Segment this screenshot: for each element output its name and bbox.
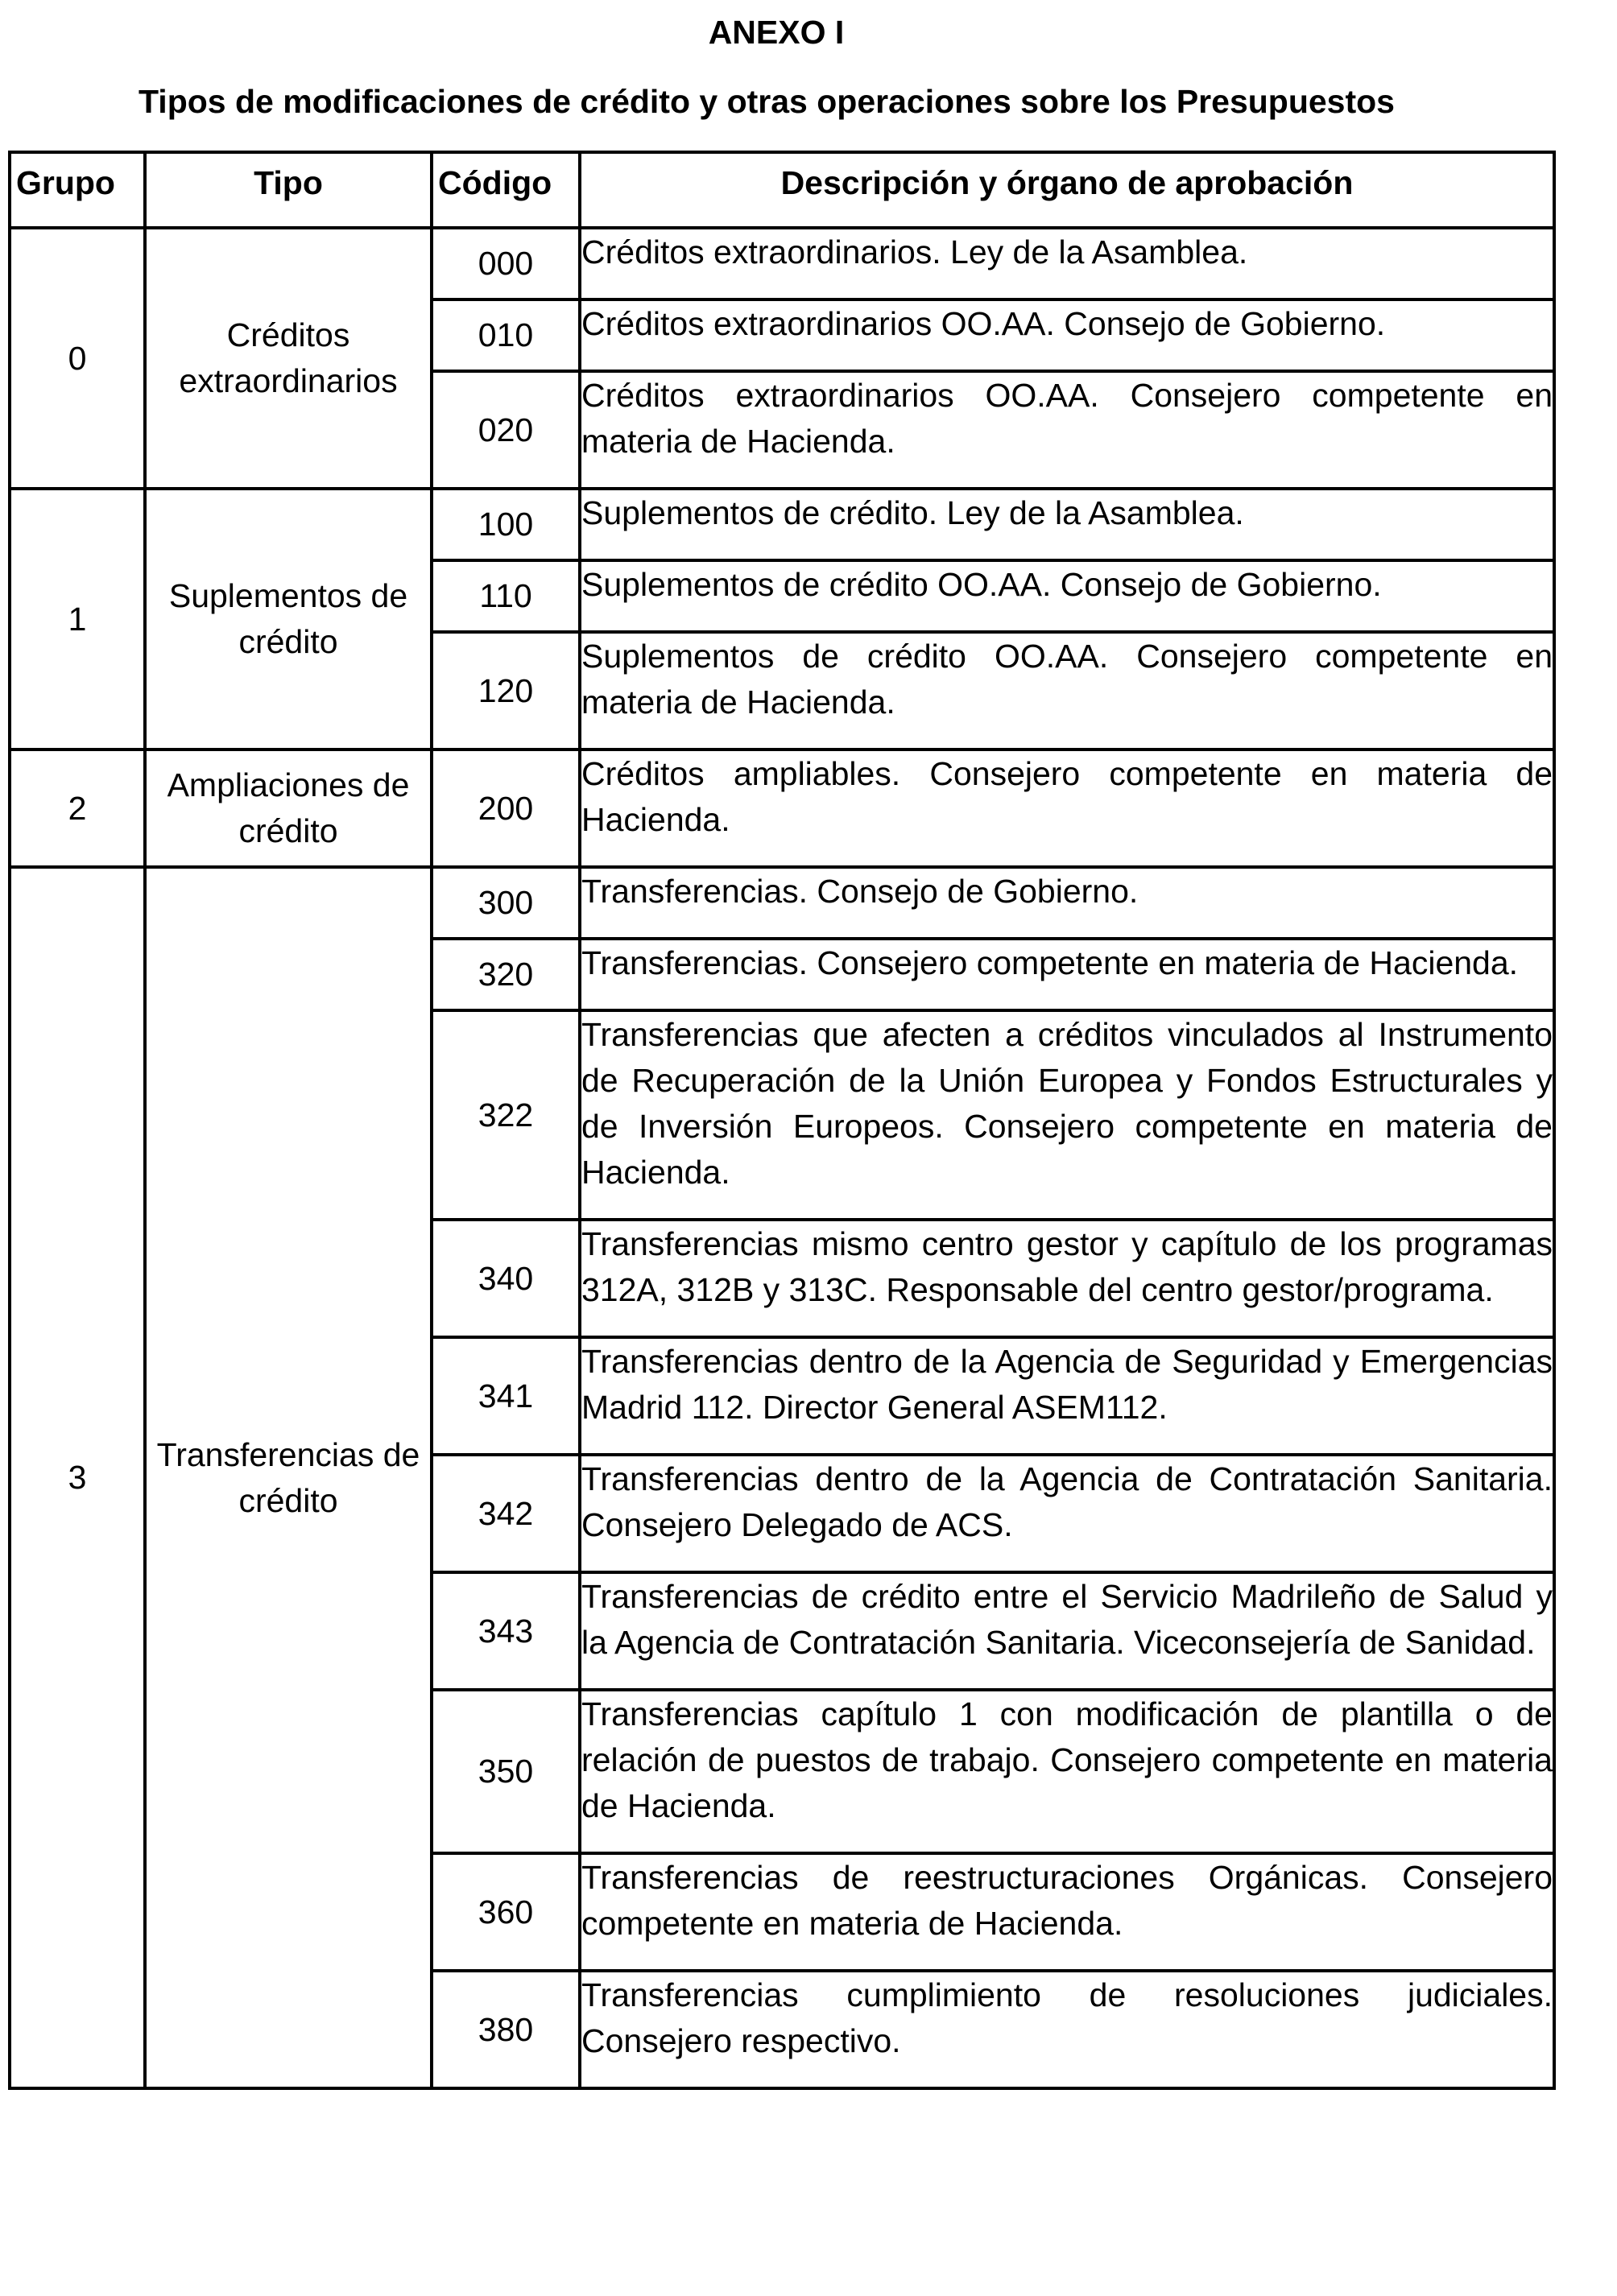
descripcion-cell: Créditos ampliables. Consejero competente en materia de Hacienda. (580, 750, 1554, 867)
tipo-cell: Ampliaciones de crédito (145, 750, 432, 867)
table-row (10, 489, 1554, 560)
codigo-cell: 342 (432, 1455, 580, 1572)
codigo-cell: 340 (432, 1220, 580, 1337)
descripcion-cell: Transferencias. Consejero competente en materia de Hacienda. (580, 939, 1554, 1010)
descripcion-cell: Transferencias de crédito entre el Servicio Madrileño de Salud y la Agencia de Contratación Sanitaria. Viceconsejería de Sanidad. (580, 1572, 1554, 1690)
modifications-table (8, 151, 1556, 2090)
codigo-cell: 343 (432, 1572, 580, 1690)
grupo-cell: 0 (10, 228, 145, 489)
codigo-cell: 341 (432, 1337, 580, 1455)
codigo-cell: 360 (432, 1853, 580, 1971)
codigo-cell: 300 (432, 867, 580, 939)
header-grupo: Grupo (10, 152, 145, 228)
codigo-cell: 000 (432, 228, 580, 299)
codigo-cell: 380 (432, 1971, 580, 2088)
codigo-cell: 100 (432, 489, 580, 560)
codigo-cell: 120 (432, 632, 580, 750)
codigo-cell: 110 (432, 560, 580, 632)
descripcion-cell: Transferencias dentro de la Agencia de Seguridad y Emergencias Madrid 112. Director General ASEM112. (580, 1337, 1554, 1455)
document-title: Tipos de modificaciones de crédito y otras operaciones sobre los Presupuestos (139, 83, 1395, 120)
codigo-cell: 010 (432, 299, 580, 371)
descripcion-cell: Suplementos de crédito. Ley de la Asamblea. (580, 489, 1554, 560)
codigo-cell: 020 (432, 371, 580, 489)
descripcion-cell: Suplementos de crédito OO.AA. Consejero competente en materia de Hacienda. (580, 632, 1554, 750)
header-descripcion: Descripción y órgano de aprobación (580, 152, 1554, 228)
tipo-cell: Créditos extraordinarios (145, 228, 432, 489)
descripcion-cell: Créditos extraordinarios OO.AA. Consejo de Gobierno. (580, 299, 1554, 371)
descripcion-cell: Transferencias mismo centro gestor y capítulo de los programas 312A, 312B y 313C. Responsable del centro gestor/programa. (580, 1220, 1554, 1337)
tipo-cell: Suplementos de crédito (145, 489, 432, 750)
table-row (10, 750, 1554, 867)
grupo-cell: 3 (10, 867, 145, 2088)
descripcion-cell: Créditos extraordinarios. Ley de la Asamblea. (580, 228, 1554, 299)
table-row (10, 867, 1554, 939)
descripcion-cell: Transferencias dentro de la Agencia de Contratación Sanitaria. Consejero Delegado de ACS. (580, 1455, 1554, 1572)
descripcion-cell: Créditos extraordinarios OO.AA. Consejero competente en materia de Hacienda. (580, 371, 1554, 489)
tipo-cell: Transferencias de crédito (145, 867, 432, 2088)
descripcion-cell: Transferencias que afecten a créditos vinculados al Instrumento de Recuperación de la Unión Europea y Fondos Estructurales y de Inversión Europeos. Consejero competente en materia de Hacienda. (580, 1010, 1554, 1220)
descripcion-cell: Transferencias capítulo 1 con modificación de plantilla o de relación de puestos de trabajo. Consejero competente en materia de Hacienda. (580, 1690, 1554, 1853)
descripcion-cell: Transferencias de reestructuraciones Orgánicas. Consejero competente en materia de Hacienda. (580, 1853, 1554, 1971)
codigo-cell: 320 (432, 939, 580, 1010)
codigo-cell: 350 (432, 1690, 580, 1853)
descripcion-cell: Suplementos de crédito OO.AA. Consejo de Gobierno. (580, 560, 1554, 632)
table-header-row (10, 152, 1554, 228)
table-row (10, 228, 1554, 299)
header-codigo: Código (432, 152, 580, 228)
grupo-cell: 2 (10, 750, 145, 867)
descripcion-cell: Transferencias cumplimiento de resoluciones judiciales. Consejero respectivo. (580, 1971, 1554, 2088)
codigo-cell: 200 (432, 750, 580, 867)
header-tipo: Tipo (145, 152, 432, 228)
annex-title: ANEXO I (708, 14, 845, 51)
codigo-cell: 322 (432, 1010, 580, 1220)
descripcion-cell: Transferencias. Consejo de Gobierno. (580, 867, 1554, 939)
grupo-cell: 1 (10, 489, 145, 750)
